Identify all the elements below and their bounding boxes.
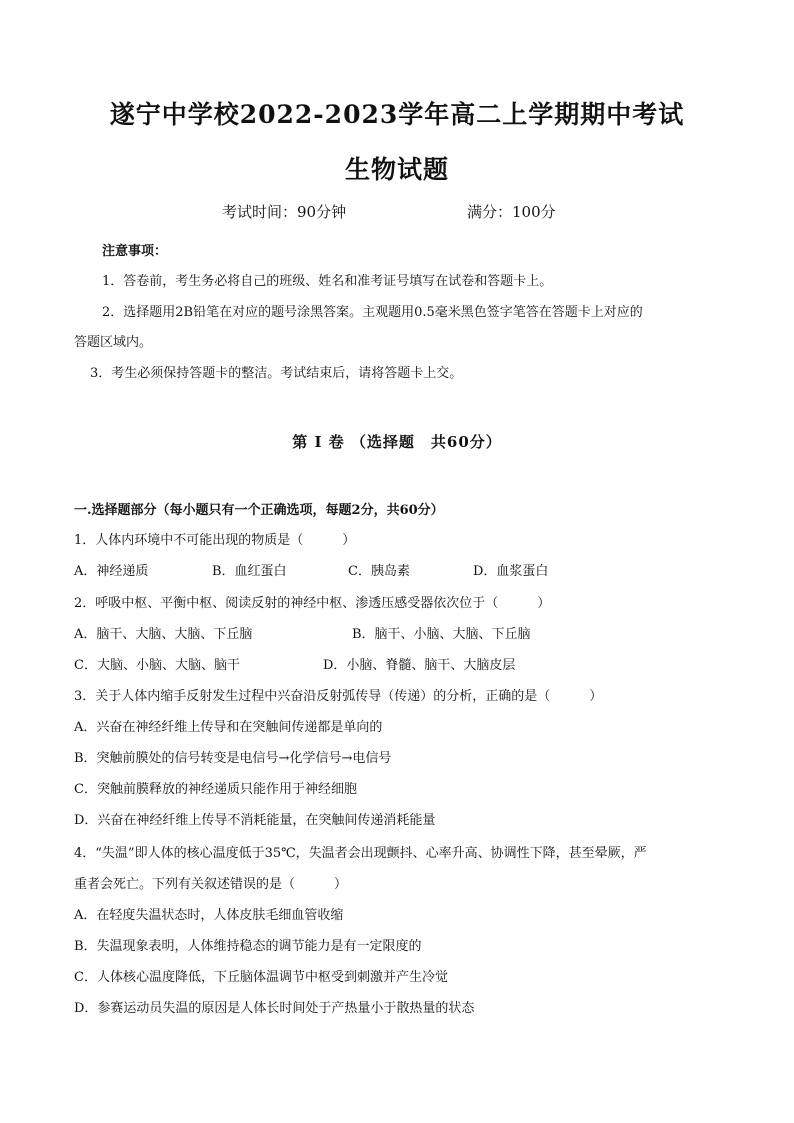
- exam-title: 遂宁中学校2022-2023学年高二上学期期中考试: [109, 100, 685, 129]
- question-4-stem-cont: 重者会死亡。下列有关叙述错误的是（ ）: [74, 877, 348, 892]
- question-2-option-d: D．小脑、脊髓、脑干、大脑皮层: [323, 658, 516, 673]
- question-1-option-b: B．血红蛋白: [212, 564, 287, 579]
- exam-subtitle: 生物试题: [344, 155, 449, 184]
- question-1-option-c: C．胰岛素: [348, 564, 410, 579]
- question-3-option-c: C．突触前膜释放的神经递质只能作用于神经细胞: [74, 782, 357, 797]
- note-item-1: 1．答卷前，考生务必将自己的班级、姓名和准考证号填写在试卷和答题卡上。: [102, 274, 553, 289]
- question-3-option-a: A．兴奋在神经纤维上传导和在突触间传递都是单向的: [74, 720, 383, 735]
- exam-score: 满分：100分: [467, 203, 556, 221]
- question-4-stem: 4．“失温”即人体的核心温度低于35℃，失温者会出现颤抖、心率升高、协调性下降，甚至晕厥，严: [74, 846, 647, 861]
- question-3-option-b: B．突触前膜处的信号转变是电信号→化学信号→电信号: [74, 751, 392, 766]
- question-2-option-b: B．脑干、小脑、大脑、下丘脑: [352, 627, 531, 642]
- question-1-option-d: D．血浆蛋白: [473, 564, 549, 579]
- question-3-option-d: D．兴奋在神经纤维上传导不消耗能量，在突触间传递消耗能量: [74, 813, 436, 828]
- question-4-option-d: D．参赛运动员失温的原因是人体长时间处于产热量小于散热量的状态: [74, 1001, 475, 1016]
- question-4-option-a: A．在轻度失温状态时，人体皮肤毛细血管收缩: [74, 908, 344, 923]
- question-1-stem: 1．人体内环境中不可能出现的物质是（ ）: [74, 533, 356, 548]
- note-item-3: 3．考生必须保持答题卡的整洁。考试结束后，请将答题卡上交。: [90, 366, 463, 381]
- notes-heading: 注意事项：: [102, 244, 168, 259]
- question-2-option-a: A．脑干、大脑、大脑、下丘脑: [74, 627, 253, 642]
- question-1-option-a: A．神经递质: [74, 564, 149, 579]
- exam-time: 考试时间：90分钟: [222, 203, 347, 221]
- part1-heading: 一.选择题部分（每小题只有一个正确选项，每题2分，共60分）: [74, 503, 444, 518]
- question-4-option-c: C．人体核心温度降低，下丘脑体温调节中枢受到刺激并产生冷觉: [74, 970, 448, 985]
- section-title: 第 Ⅰ 卷 （选择题 共60分）: [292, 433, 502, 451]
- question-3-stem: 3．关于人体内缩手反射发生过程中兴奋沿反射弧传导（传递）的分析，正确的是（ ）: [74, 689, 603, 704]
- note-item-2: 2．选择题用2B铅笔在对应的题号涂黑答案。主观题用0.5毫米黑色签字笔答在答题卡上对应的: [102, 305, 643, 320]
- question-2-option-c: C．大脑、小脑、大脑、脑干: [74, 658, 240, 673]
- note-item-2-cont: 答题区域内。: [74, 335, 153, 350]
- question-4-option-b: B．失温现象表明，人体维持稳态的调节能力是有一定限度的: [74, 939, 422, 954]
- question-2-stem: 2．呼吸中枢、平衡中枢、阅读反射的神经中枢、渗透压感受器依次位于（ ）: [74, 596, 551, 611]
